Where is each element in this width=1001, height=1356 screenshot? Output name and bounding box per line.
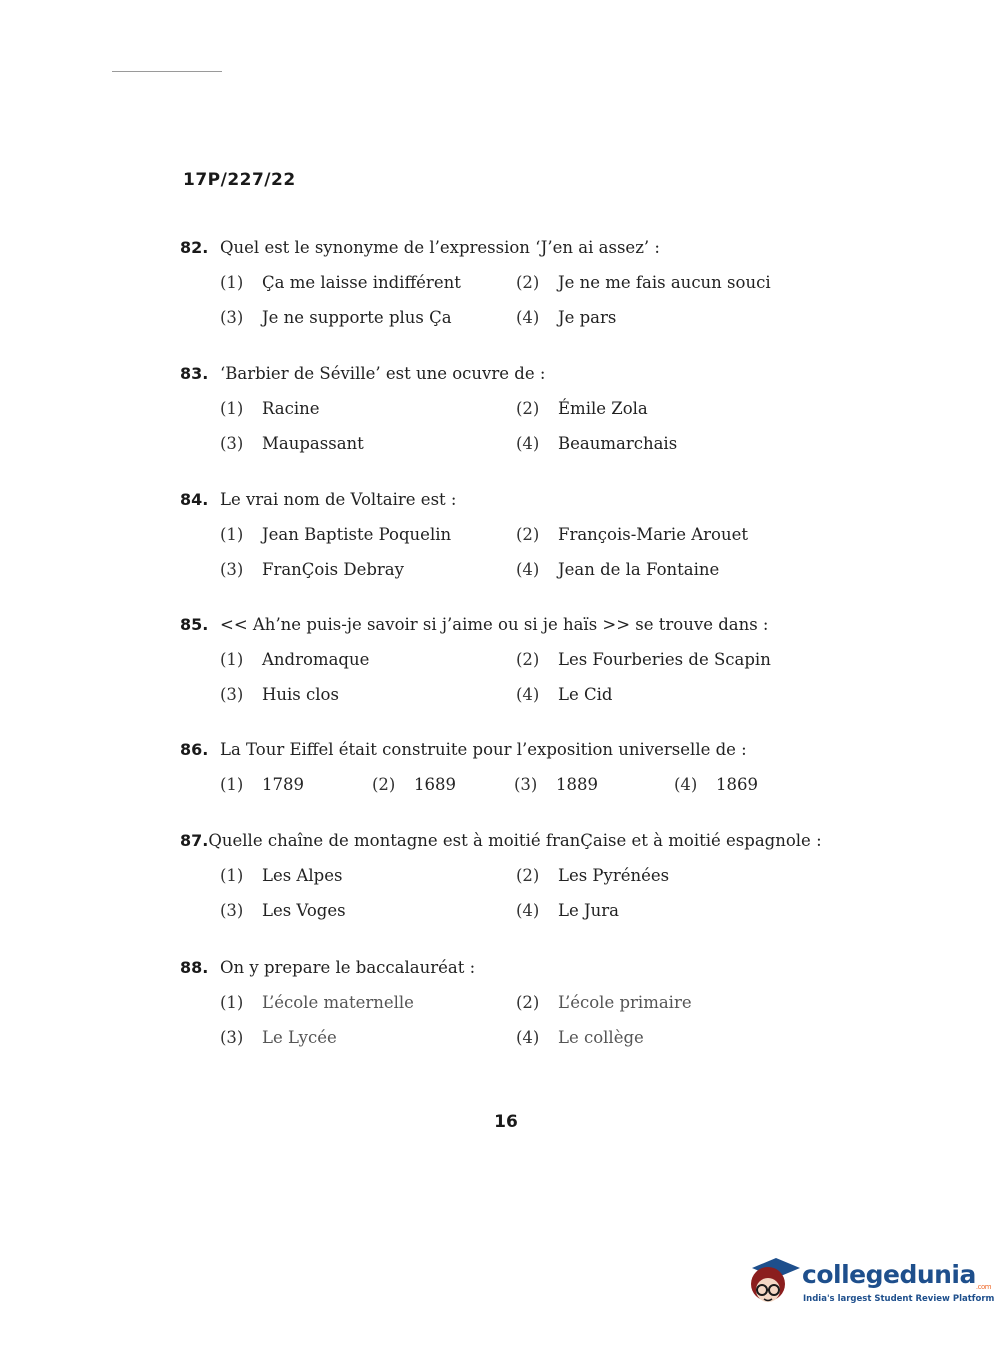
option-number: (3) (220, 685, 244, 704)
option-1 (220, 525, 516, 550)
option-number: (4) (516, 1028, 540, 1047)
question-number: 87. (180, 831, 209, 850)
option-text: L’école primaire (558, 993, 692, 1012)
option-text: Les Pyrénées (558, 866, 670, 885)
option-number: (1) (220, 525, 244, 544)
question-number: 88. (180, 958, 209, 977)
option-3 (514, 775, 674, 800)
option-2 (516, 650, 812, 675)
page-number: 16 (494, 1112, 518, 1132)
question-text: ‘Barbier de Séville’ est une ocuvre de : (220, 364, 546, 383)
option-text: L’école maternelle (262, 993, 414, 1012)
option-1 (220, 399, 516, 424)
option-2 (516, 525, 812, 550)
option-text: 1689 (414, 775, 456, 794)
question-text: Quelle chaîne de montagne est à moitié franÇaise et à moitié espagnole : (208, 831, 822, 850)
option-4 (516, 434, 812, 459)
question-text: On y prepare le baccalauréat : (220, 958, 476, 977)
option-3 (220, 560, 516, 585)
option-1 (220, 650, 516, 675)
option-number: (1) (220, 993, 244, 1012)
question-83 (180, 364, 820, 459)
option-text: Jean Baptiste Poquelin (262, 525, 452, 544)
option-number: (2) (516, 650, 540, 669)
option-2 (516, 866, 812, 891)
question-84 (180, 490, 820, 585)
option-number: (4) (516, 308, 540, 327)
question-number: 86. (180, 740, 209, 759)
option-number: (4) (516, 901, 540, 920)
option-number: (2) (516, 993, 540, 1012)
option-text: 1789 (262, 775, 304, 794)
option-text: Les Voges (262, 901, 346, 920)
option-2 (516, 273, 812, 298)
option-3 (220, 1028, 516, 1053)
option-number: (1) (220, 866, 244, 885)
option-text: Les Alpes (262, 866, 343, 885)
option-3 (220, 308, 516, 333)
option-text: 1889 (556, 775, 598, 794)
option-number: (3) (220, 434, 244, 453)
option-1 (220, 866, 516, 891)
question-text: Quel est le synonyme de l’expression ‘J’en ai assez’ : (220, 238, 660, 257)
option-2 (372, 775, 514, 800)
option-text: 1869 (716, 775, 758, 794)
option-text: Ça me laisse indifférent (262, 273, 461, 292)
option-text: Je ne supporte plus Ça (262, 308, 452, 327)
mascot-icon (744, 1252, 800, 1312)
option-number: (3) (220, 308, 244, 327)
question-number: 82. (180, 238, 209, 257)
question-text: Le vrai nom de Voltaire est : (220, 490, 457, 509)
option-3 (220, 685, 516, 710)
question-82 (180, 238, 820, 333)
option-number: (3) (220, 1028, 244, 1047)
option-number: (4) (516, 434, 540, 453)
question-88 (180, 958, 820, 1053)
option-number: (1) (220, 650, 244, 669)
option-4 (674, 775, 794, 800)
option-1 (220, 993, 516, 1018)
question-text: La Tour Eiffel était construite pour l’exposition universelle de : (220, 740, 747, 759)
question-86 (180, 740, 820, 800)
option-number: (4) (674, 775, 698, 794)
question-number: 84. (180, 490, 209, 509)
option-number: (1) (220, 399, 244, 418)
option-number: (2) (372, 775, 396, 794)
top-divider (112, 71, 222, 72)
option-text: Huis clos (262, 685, 339, 704)
option-4 (516, 901, 812, 926)
option-text: Jean de la Fontaine (558, 560, 720, 579)
option-2 (516, 993, 812, 1018)
question-number: 83. (180, 364, 209, 383)
option-1 (220, 273, 516, 298)
option-4 (516, 685, 812, 710)
option-3 (220, 901, 516, 926)
option-text: François-Marie Arouet (558, 525, 748, 544)
option-number: (1) (220, 775, 244, 794)
option-4 (516, 1028, 812, 1053)
option-text: Racine (262, 399, 320, 418)
question-87 (180, 831, 820, 926)
collegedunia-watermark (744, 1252, 995, 1322)
option-4 (516, 308, 812, 333)
option-text: FranÇois Debray (262, 560, 404, 579)
option-text: Beaumarchais (558, 434, 678, 453)
option-text: Maupassant (262, 434, 364, 453)
question-text: << Ah’ne puis-je savoir si j’aime ou si je haïs >> se trouve dans : (220, 615, 769, 634)
option-text: Je pars (558, 308, 617, 327)
option-number: (2) (516, 273, 540, 292)
option-text: Le Lycée (262, 1028, 337, 1047)
option-number: (2) (516, 525, 540, 544)
brand-tagline: India's largest Student Review Platform (803, 1294, 995, 1304)
brand-name: collegedunia$_{.com}$ (802, 1260, 992, 1291)
option-text: Je ne me fais aucun souci (558, 273, 771, 292)
option-4 (516, 560, 812, 585)
option-1 (220, 775, 372, 800)
option-number: (2) (516, 866, 540, 885)
paper-code: 17P/227/22 (183, 170, 296, 190)
option-3 (220, 434, 516, 459)
option-number: (4) (516, 560, 540, 579)
option-2 (516, 399, 812, 424)
question-number: 85. (180, 615, 209, 634)
option-text: Andromaque (262, 650, 370, 669)
option-text: Le collège (558, 1028, 644, 1047)
option-number: (3) (514, 775, 538, 794)
option-number: (3) (220, 901, 244, 920)
option-text: Le Jura (558, 901, 619, 920)
option-number: (4) (516, 685, 540, 704)
option-text: Le Cid (558, 685, 613, 704)
option-text: Les Fourberies de Scapin (558, 650, 771, 669)
option-number: (2) (516, 399, 540, 418)
question-85 (180, 615, 820, 710)
option-text: Émile Zola (558, 399, 648, 418)
option-number: (3) (220, 560, 244, 579)
option-number: (1) (220, 273, 244, 292)
